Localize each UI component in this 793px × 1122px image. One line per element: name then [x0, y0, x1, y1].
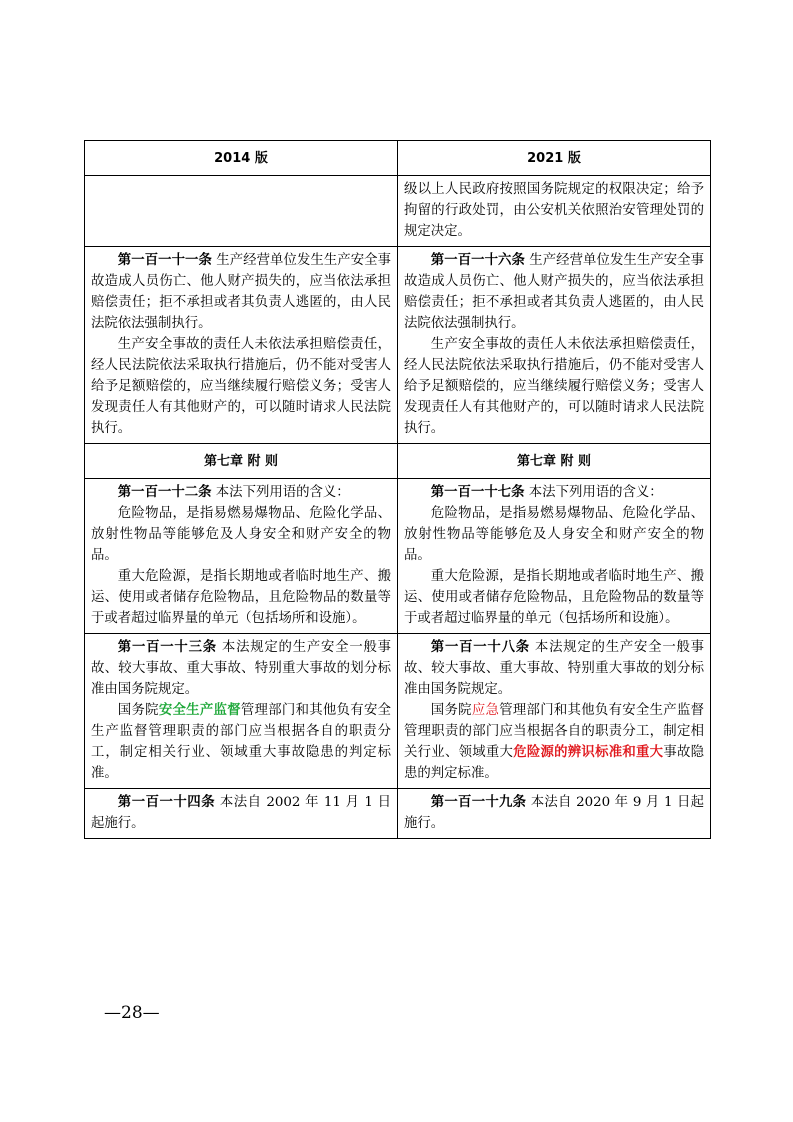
cell-2014-article-112	[85, 479, 398, 634]
article-paragraph: 重大危险源，是指长期地或者临时地生产、搬运、使用或者储存危险物品，且危险物品的数量等于或者超过临界量的单元（包括场所和设施）。	[91, 569, 391, 626]
cell-2021-article-119	[398, 789, 711, 839]
article-paragraph: 生产安全事故的责任人未依法承担赔偿责任，经人民法院依法采取执行措施后，仍不能对受害人给予足额赔偿的，应当继续履行赔偿义务；受害人发现责任人有其他财产的，可以随时请求人民法院执行。	[404, 337, 704, 436]
chapter-title-2021: 第七章 附 则	[398, 444, 711, 479]
article-paragraph: 危险物品，是指易燃易爆物品、危险化学品、放射性物品等能够危及人身安全和财产安全的物品。	[404, 506, 704, 563]
continuation-text: 级以上人民政府按照国务院规定的权限决定；给予拘留的行政处罚，由公安机关依照治安管理处罚的规定决定。	[404, 182, 704, 239]
article-paragraph: 第一百一十二条 本法下列用语的含义：	[117, 485, 350, 500]
cell-2014-article-111	[85, 247, 398, 444]
cell-2014-continuation	[85, 176, 398, 247]
cell-2021-continuation	[398, 176, 711, 247]
article-paragraph: 第一百一十一条 生产经营单位发生生产安全事故造成人员伤亡、他人财产损失的，应当依法承担赔偿责任；拒不承担或者其负责人逃匿的，由人民法院依法强制执行。	[91, 253, 392, 331]
article-paragraph: 危险物品，是指易燃易爆物品、危险化学品、放射性物品等能够危及人身安全和财产安全的物品。	[91, 506, 391, 563]
table-row	[85, 247, 711, 444]
cell-2021-article-118	[398, 634, 711, 789]
comparison-document	[84, 140, 710, 839]
cell-2021-article-116	[398, 247, 711, 444]
cell-2014-article-113	[85, 634, 398, 789]
article-paragraph: 国务院安全生产监督管理部门和其他负有安全生产监督管理职责的部门应当根据各自的职责分工，制定相关行业、领域重大事故隐患的判定标准。	[91, 703, 392, 781]
page-number: —28—	[104, 1003, 160, 1023]
highlight-red-bold: 危险源的辨识标准和重大	[513, 745, 664, 760]
header-2014: 2014 版	[85, 141, 398, 176]
chapter-title-2014: 第七章 附 则	[85, 444, 398, 479]
table-row	[85, 789, 711, 839]
article-paragraph: 重大危险源，是指长期地或者临时地生产、搬运、使用或者储存危险物品，且危险物品的数量等于或者超过临界量的单元（包括场所和设施）。	[404, 569, 704, 626]
article-paragraph: 第一百一十七条 本法下列用语的含义：	[430, 485, 663, 500]
header-2021: 2021 版	[398, 141, 711, 176]
article-paragraph: 第一百一十九条 本法自 2020 年 9 月 1 日起施行。	[404, 795, 704, 831]
article-number: 第一百一十三条	[117, 640, 217, 655]
article-paragraph: 第一百一十三条 本法规定的生产安全一般事故、较大事故、重大事故、特别重大事故的划分标准由国务院规定。	[91, 640, 392, 697]
chapter-row	[85, 444, 711, 479]
table-row	[85, 479, 711, 634]
cell-2021-article-117	[398, 479, 711, 634]
article-number: 第一百一十八条	[430, 640, 530, 655]
article-paragraph: 第一百一十四条 本法自 2002 年 11 月 1 日起施行。	[91, 795, 391, 831]
article-number: 第一百一十四条	[117, 795, 216, 810]
table-row	[85, 634, 711, 789]
highlight-red: 应急	[471, 703, 500, 718]
article-number: 第一百一十九条	[430, 795, 527, 810]
article-number: 第一百一十七条	[430, 485, 525, 500]
highlight-green: 安全生产监督	[158, 703, 241, 718]
article-number: 第一百一十一条	[117, 253, 212, 268]
cell-2014-article-114	[85, 789, 398, 839]
article-paragraph: 第一百一十八条 本法规定的生产安全一般事故、较大事故、重大事故、特别重大事故的划分标准由国务院规定。	[404, 640, 705, 697]
article-paragraph: 第一百一十六条 生产经营单位发生生产安全事故造成人员伤亡、他人财产损失的，应当依法承担赔偿责任；拒不承担或者其负责人逃匿的，由人民法院依法强制执行。	[404, 253, 705, 331]
comparison-table	[84, 140, 711, 839]
article-number: 第一百一十六条	[430, 253, 525, 268]
header-row	[85, 141, 711, 176]
table-row	[85, 176, 711, 247]
article-number: 第一百一十二条	[117, 485, 212, 500]
article-paragraph: 生产安全事故的责任人未依法承担赔偿责任，经人民法院依法采取执行措施后，仍不能对受害人给予足额赔偿的，应当继续履行赔偿义务；受害人发现责任人有其他财产的，可以随时请求人民法院执行。	[91, 337, 391, 436]
article-paragraph: 国务院应急管理部门和其他负有安全生产监督管理职责的部门应当根据各自的职责分工，制定相关行业、领域重大危险源的辨识标准和重大事故隐患的判定标准。	[404, 703, 705, 781]
